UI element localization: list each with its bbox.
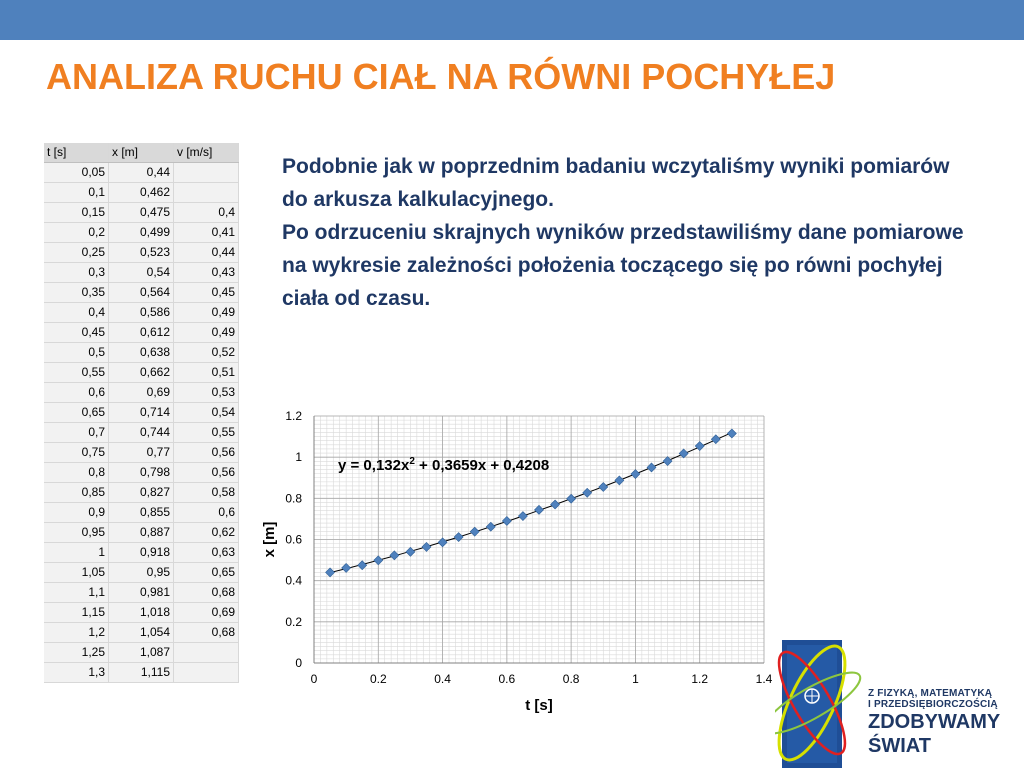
table-cell: 0,499 [109, 223, 174, 243]
table-cell: 0,05 [44, 163, 109, 183]
y-tick-label: 0.2 [285, 614, 302, 629]
table-cell: 0,69 [109, 383, 174, 403]
data-point [502, 516, 511, 525]
x-tick-label: 0.8 [562, 672, 580, 686]
table-cell: 0,49 [174, 303, 239, 323]
paragraph-1: Podobnie jak w poprzednim badaniu wczytaliśmy wyniki pomiarów do arkusza kalkulacyjnego. [282, 155, 950, 211]
logo-text [868, 688, 1000, 758]
data-point [374, 556, 383, 565]
x-tick-label: 1 [632, 672, 639, 686]
table-row [44, 483, 239, 503]
table-cell: 0,586 [109, 303, 174, 323]
x-tick-label: 0.2 [369, 672, 387, 686]
table-cell: 1,25 [44, 643, 109, 663]
data-point [406, 547, 415, 556]
table-cell: 0,612 [109, 323, 174, 343]
table-row [44, 663, 239, 683]
table-header-row [44, 143, 239, 163]
table-cell: 0,55 [44, 363, 109, 383]
table-cell: 0,54 [109, 263, 174, 283]
table-cell: 0,68 [174, 583, 239, 603]
table-cell: 0,65 [44, 403, 109, 423]
table-cell: 0,54 [174, 403, 239, 423]
table-cell: 0,77 [109, 443, 174, 463]
table-cell: 0,462 [109, 183, 174, 203]
table-cell: 0,85 [44, 483, 109, 503]
table-cell: 0,95 [109, 563, 174, 583]
logo-line-1: Z FIZYKĄ, MATEMATYKĄ [868, 688, 993, 699]
logo-line-3: ZDOBYWAMY [868, 711, 1001, 733]
table-cell: 1,018 [109, 603, 174, 623]
equation-rest: + 0,3659x + 0,4208 [414, 457, 550, 474]
table-row [44, 303, 239, 323]
table-cell: 0,523 [109, 243, 174, 263]
table-cell: 0,4 [174, 203, 239, 223]
table-cell: 0,887 [109, 523, 174, 543]
y-tick-label: 1.2 [285, 409, 302, 423]
table-cell: 0,45 [44, 323, 109, 343]
table-cell: 0,855 [109, 503, 174, 523]
table-cell: 0,798 [109, 463, 174, 483]
table-cell: 0,69 [174, 603, 239, 623]
table-row [44, 223, 239, 243]
trendline-equation [338, 456, 549, 474]
logo-line-4: ŚWIAT [868, 735, 931, 757]
description-text [282, 150, 972, 315]
table-cell: 0,65 [174, 563, 239, 583]
x-tick-label: 0.6 [498, 672, 516, 686]
table-cell: 0,638 [109, 343, 174, 363]
table-cell: 0,49 [174, 323, 239, 343]
table-cell: 0,56 [174, 463, 239, 483]
table-cell: 0,6 [174, 503, 239, 523]
table-cell: 0,52 [174, 343, 239, 363]
x-tick-label: 0 [310, 672, 318, 686]
data-point [470, 527, 479, 536]
table-cell: 0,714 [109, 403, 174, 423]
table-cell: 1,05 [44, 563, 109, 583]
table-cell: 0,6 [44, 383, 109, 403]
table-cell [174, 183, 239, 203]
table-cell: 0,75 [44, 443, 109, 463]
table-row [44, 383, 239, 403]
table-header-cell: x [m] [109, 143, 174, 163]
table-header-cell: t [s] [44, 143, 109, 163]
table-cell: 1,2 [44, 623, 109, 643]
table-row [44, 423, 239, 443]
table-cell: 0,564 [109, 283, 174, 303]
table-cell: 0,918 [109, 543, 174, 563]
table-cell: 0,41 [174, 223, 239, 243]
table-cell: 0,95 [44, 523, 109, 543]
table-row [44, 263, 239, 283]
y-tick-label: 0 [295, 656, 302, 670]
table-cell: 0,1 [44, 183, 109, 203]
table-cell: 0,5 [44, 343, 109, 363]
table-cell: 0,4 [44, 303, 109, 323]
table-cell: 1 [44, 543, 109, 563]
table-cell: 0,8 [44, 463, 109, 483]
table-cell: 0,45 [174, 283, 239, 303]
table-row [44, 543, 239, 563]
table-row [44, 323, 239, 343]
table-cell: 1,054 [109, 623, 174, 643]
table-cell: 0,35 [44, 283, 109, 303]
table-cell: 1,3 [44, 663, 109, 683]
table-row [44, 183, 239, 203]
table-cell: 0,15 [44, 203, 109, 223]
table-row [44, 243, 239, 263]
table-cell [174, 643, 239, 663]
table-cell: 0,62 [174, 523, 239, 543]
table-cell: 1,115 [109, 663, 174, 683]
y-tick-label: 0.8 [285, 491, 302, 506]
table-row [44, 523, 239, 543]
table-cell: 0,58 [174, 483, 239, 503]
table-cell: 0,43 [174, 263, 239, 283]
table-cell: 1,087 [109, 643, 174, 663]
table-cell: 0,981 [109, 583, 174, 603]
data-point [631, 470, 640, 479]
table-cell: 0,44 [109, 163, 174, 183]
table-row [44, 403, 239, 423]
table-row [44, 443, 239, 463]
table-row [44, 503, 239, 523]
equation-main: y = 0,132x [338, 457, 410, 474]
table-cell: 0,63 [174, 543, 239, 563]
data-point [342, 563, 351, 572]
table-cell: 1,15 [44, 603, 109, 623]
table-cell: 1,1 [44, 583, 109, 603]
data-point [567, 494, 576, 503]
table-row [44, 203, 239, 223]
table-row [44, 463, 239, 483]
y-tick-label: 1 [295, 450, 302, 465]
table-row [44, 583, 239, 603]
logo-line-2: I PRZEDSIĘBIORCZOŚCIĄ [868, 699, 998, 710]
table-cell: 0,68 [174, 623, 239, 643]
y-axis-label: x [m] [261, 521, 278, 558]
table-cell: 0,827 [109, 483, 174, 503]
table-cell: 0,55 [174, 423, 239, 443]
x-tick-label: 0.4 [434, 672, 451, 686]
top-bar [0, 0, 1024, 40]
table-cell: 0,744 [109, 423, 174, 443]
table-cell: 0,44 [174, 243, 239, 263]
table-header-cell: v [m/s] [174, 143, 239, 163]
table-row [44, 563, 239, 583]
x-tick-label: 1.4 [755, 672, 773, 686]
table-row [44, 623, 239, 643]
data-point [663, 457, 672, 466]
table-cell: 0,51 [174, 363, 239, 383]
equation-exponent: 2 [409, 456, 415, 467]
table-row [44, 603, 239, 623]
table-cell: 0,25 [44, 243, 109, 263]
x-tick-label: 1.2 [691, 672, 709, 686]
table-cell: 0,53 [174, 383, 239, 403]
paragraph-2: Po odrzuceniu skrajnych wyników przedstawiliśmy dane pomiarowe na wykresie zależności położenia toczącego się po równi pochyłej ciała od czasu. [282, 221, 964, 310]
y-tick-label: 0.6 [285, 532, 302, 547]
table-cell: 0,662 [109, 363, 174, 383]
table-row [44, 283, 239, 303]
table-cell [174, 163, 239, 183]
x-axis-label: t [s] [525, 697, 553, 714]
slide-title: ANALIZA RUCHU CIAŁ NA RÓWNI POCHYŁEJ [46, 56, 836, 97]
table-cell: 0,56 [174, 443, 239, 463]
table-cell: 0,475 [109, 203, 174, 223]
position-time-chart [250, 400, 780, 720]
table-cell: 0,3 [44, 263, 109, 283]
table-row [44, 343, 239, 363]
table-row [44, 643, 239, 663]
table-row [44, 363, 239, 383]
table-cell: 0,9 [44, 503, 109, 523]
table-cell: 0,7 [44, 423, 109, 443]
y-tick-label: 0.4 [285, 573, 302, 588]
table-row [44, 163, 239, 183]
table-cell [174, 663, 239, 683]
table-cell: 0,2 [44, 223, 109, 243]
measurement-table [44, 143, 239, 683]
